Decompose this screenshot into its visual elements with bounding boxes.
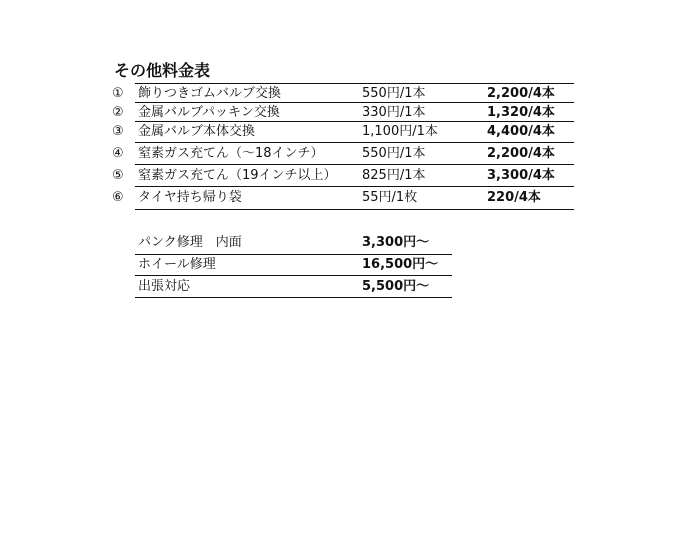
repair-price: 16,500円〜 — [362, 257, 439, 272]
table-rule — [135, 164, 574, 165]
unit-price: 55円/1枚 — [362, 190, 418, 205]
row-number: ⑥ — [112, 190, 124, 205]
item-name: 窒素ガス充てん（19インチ以上） — [138, 168, 337, 183]
unit-price: 550円/1本 — [362, 146, 426, 161]
item-name: タイヤ持ち帰り袋 — [138, 190, 242, 205]
item-name: 飾りつきゴムバルブ交換 — [138, 86, 282, 101]
item-name: 金属バルブ本体交換 — [138, 124, 256, 139]
row-number: ⑤ — [112, 168, 124, 183]
total-price: 220/4本 — [487, 190, 541, 205]
unit-price: 330円/1本 — [362, 105, 426, 120]
table-rule — [135, 186, 574, 187]
page-title: その他料金表 — [114, 61, 211, 80]
row-number: ② — [112, 105, 124, 120]
table-rule — [135, 209, 574, 210]
unit-price: 825円/1本 — [362, 168, 426, 183]
repair-name: パンク修理 内面 — [138, 235, 242, 250]
table-rule — [135, 297, 452, 298]
total-price: 1,320/4本 — [487, 105, 555, 120]
unit-price: 550円/1本 — [362, 86, 426, 101]
total-price: 4,400/4本 — [487, 124, 555, 139]
item-name: 窒素ガス充てん（〜18インチ） — [138, 146, 324, 161]
table-rule — [135, 142, 574, 143]
item-name: 金属バルブパッキン交換 — [138, 105, 280, 120]
row-number: ③ — [112, 124, 124, 139]
table-rule — [135, 275, 452, 276]
total-price: 2,200/4本 — [487, 146, 555, 161]
repair-price: 3,300円〜 — [362, 235, 430, 250]
repair-price: 5,500円〜 — [362, 279, 430, 294]
total-price: 2,200/4本 — [487, 86, 555, 101]
total-price: 3,300/4本 — [487, 168, 555, 183]
repair-name: ホイール修理 — [138, 257, 216, 272]
repair-name: 出張対応 — [138, 279, 191, 294]
row-number: ④ — [112, 146, 124, 161]
row-number: ① — [112, 86, 124, 101]
unit-price: 1,100円/1本 — [362, 124, 438, 139]
